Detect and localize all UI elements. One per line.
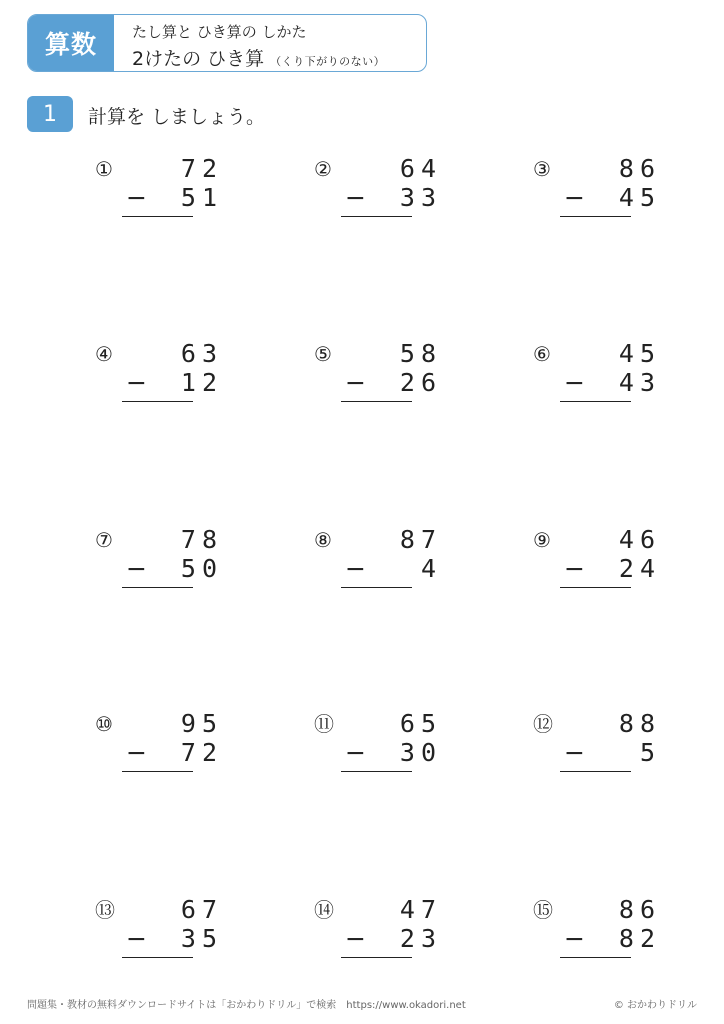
problem-number: ④ bbox=[95, 342, 113, 366]
minuend: 47 bbox=[399, 895, 442, 924]
subtrahend: 43 bbox=[618, 368, 661, 397]
answer-line bbox=[122, 957, 193, 958]
minus-sign: − bbox=[126, 554, 147, 583]
subtrahend: 12 bbox=[180, 368, 223, 397]
answer-line bbox=[560, 401, 631, 402]
minuend: 88 bbox=[618, 709, 661, 738]
minuend: 86 bbox=[618, 154, 661, 183]
section-number: 1 bbox=[27, 96, 73, 132]
minuend: 87 bbox=[399, 525, 442, 554]
minuend: 46 bbox=[618, 525, 661, 554]
minus-sign: − bbox=[126, 738, 147, 767]
problem-number: ③ bbox=[533, 157, 551, 181]
problem bbox=[95, 526, 245, 596]
worksheet-header bbox=[27, 14, 427, 72]
worksheet-title-main: 2けたの ひき算 bbox=[132, 48, 265, 70]
answer-line bbox=[560, 216, 631, 217]
subtrahend: 33 bbox=[399, 183, 442, 212]
problem-number: ⑬ bbox=[95, 898, 115, 922]
problem bbox=[533, 896, 683, 966]
minuend: 45 bbox=[618, 339, 661, 368]
minuend: 72 bbox=[180, 154, 223, 183]
problem-number: ⑪ bbox=[314, 712, 334, 736]
minus-sign: − bbox=[564, 183, 585, 212]
minus-sign: − bbox=[345, 738, 366, 767]
problem-number: ⑨ bbox=[533, 528, 551, 552]
problem-number: ⑦ bbox=[95, 528, 113, 552]
problem bbox=[533, 155, 683, 225]
minuend: 58 bbox=[399, 339, 442, 368]
subtrahend: 24 bbox=[618, 554, 661, 583]
subtrahend: 5 bbox=[639, 738, 661, 767]
footer-site-note: 問題集・教材の無料ダウンロードサイトは「おかわりドリル」で検索 https://www.okadori.net bbox=[27, 1000, 466, 1011]
worksheet-title-note: （くり下がりのない） bbox=[270, 55, 386, 68]
subtrahend: 26 bbox=[399, 368, 442, 397]
problem-number: ② bbox=[314, 157, 332, 181]
minus-sign: − bbox=[345, 183, 366, 212]
problem-number: ⑧ bbox=[314, 528, 332, 552]
answer-line bbox=[341, 401, 412, 402]
minuend: 65 bbox=[399, 709, 442, 738]
problem-number: ⑤ bbox=[314, 342, 332, 366]
subtrahend: 4 bbox=[420, 554, 442, 583]
worksheet-title bbox=[132, 44, 385, 71]
problem-number: ⑮ bbox=[533, 898, 553, 922]
minus-sign: − bbox=[564, 924, 585, 953]
answer-line bbox=[122, 216, 193, 217]
subtrahend: 45 bbox=[618, 183, 661, 212]
problem bbox=[533, 526, 683, 596]
problem bbox=[314, 155, 464, 225]
answer-line bbox=[122, 771, 193, 772]
problem-number: ⑫ bbox=[533, 712, 553, 736]
minuend: 64 bbox=[399, 154, 442, 183]
minus-sign: − bbox=[345, 554, 366, 583]
instruction-text: 計算を しましょう。 bbox=[88, 106, 266, 128]
minus-sign: − bbox=[564, 738, 585, 767]
answer-line bbox=[560, 957, 631, 958]
subtrahend: 72 bbox=[180, 738, 223, 767]
answer-line bbox=[341, 957, 412, 958]
subtrahend: 51 bbox=[180, 183, 223, 212]
minus-sign: − bbox=[126, 924, 147, 953]
problem bbox=[314, 710, 464, 780]
subtrahend: 23 bbox=[399, 924, 442, 953]
answer-line bbox=[341, 216, 412, 217]
answer-line bbox=[122, 401, 193, 402]
footer-copyright: © おかわりドリル bbox=[613, 1000, 697, 1011]
problem bbox=[95, 896, 245, 966]
problem-number: ⑩ bbox=[95, 712, 113, 736]
problem-number: ① bbox=[95, 157, 113, 181]
problem bbox=[95, 340, 245, 410]
problem bbox=[314, 896, 464, 966]
minuend: 67 bbox=[180, 895, 223, 924]
subtrahend: 82 bbox=[618, 924, 661, 953]
answer-line bbox=[122, 587, 193, 588]
minus-sign: − bbox=[564, 368, 585, 397]
problem-number: ⑥ bbox=[533, 342, 551, 366]
subject-badge: 算数 bbox=[28, 15, 114, 71]
minus-sign: − bbox=[345, 924, 366, 953]
minuend: 86 bbox=[618, 895, 661, 924]
minuend: 95 bbox=[180, 709, 223, 738]
answer-line bbox=[341, 771, 412, 772]
answer-line bbox=[560, 587, 631, 588]
subtrahend: 50 bbox=[180, 554, 223, 583]
answer-line bbox=[560, 771, 631, 772]
subtrahend: 30 bbox=[399, 738, 442, 767]
minus-sign: − bbox=[564, 554, 585, 583]
subtrahend: 35 bbox=[180, 924, 223, 953]
problem bbox=[533, 710, 683, 780]
problem bbox=[533, 340, 683, 410]
problem bbox=[95, 710, 245, 780]
minus-sign: − bbox=[345, 368, 366, 397]
problem-number: ⑭ bbox=[314, 898, 334, 922]
problem bbox=[95, 155, 245, 225]
topic-title: たし算と ひき算の しかた bbox=[132, 23, 307, 41]
minuend: 63 bbox=[180, 339, 223, 368]
answer-line bbox=[341, 587, 412, 588]
problem bbox=[314, 526, 464, 596]
minus-sign: − bbox=[126, 183, 147, 212]
minuend: 78 bbox=[180, 525, 223, 554]
minus-sign: − bbox=[126, 368, 147, 397]
problem bbox=[314, 340, 464, 410]
